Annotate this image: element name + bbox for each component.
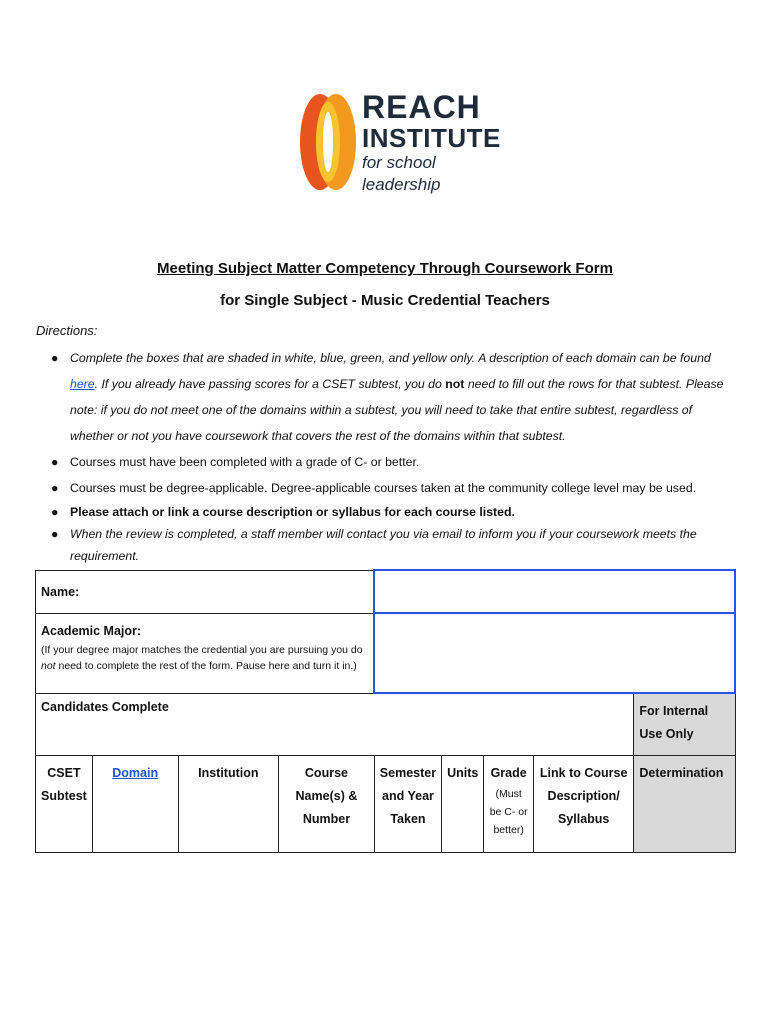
major-label: Academic Major: — [41, 623, 142, 638]
candidates-complete-cell — [36, 693, 634, 755]
flame-logo-icon — [298, 90, 360, 198]
internal-use-label: For Internal Use Only — [639, 704, 709, 741]
direction-item: ● Complete the boxes that are shaded in white, blue, green, and yellow only. A description of each domain can be found here. If you already have passing scores for a CSET subtest, you do not need to fill out the rows for that subtest. Please note: if you do not meet one of the domains within a subtest, you will need to take that entire subtest, regardless of whether or not you have coursework that covers the rest of the domains within that subtest. — [36, 345, 736, 449]
major-note: (If your degree major matches the credential you are pursuing you do not need to complete the rest of the form. Pause here and turn it in.) — [41, 643, 363, 672]
form-subtitle: for Single Subject - Music Credential Teachers — [220, 292, 550, 309]
col-semester: Semester and Year Taken — [374, 755, 441, 852]
domain-description-link[interactable]: here — [70, 377, 95, 391]
col-course-name: Course Name(s) & Number — [279, 755, 375, 852]
directions-label: Directions: — [36, 323, 98, 338]
bullet-icon: ● — [51, 505, 59, 519]
col-units: Units — [442, 755, 484, 852]
col-grade: Grade (Must be C- or better) — [484, 755, 534, 852]
bullet-icon: ● — [51, 455, 59, 469]
col-cset-subtest: CSET Subtest — [36, 755, 93, 852]
grade-note: (Must be C- or better) — [489, 787, 528, 836]
bullet-icon: ● — [51, 351, 59, 365]
major-label-cell — [36, 613, 375, 693]
direction-item: ● Please attach or link a course description or syllabus for each course listed. — [36, 501, 736, 523]
name-label-cell — [36, 570, 375, 613]
major-input-cell[interactable] — [374, 613, 735, 693]
bullet-icon: ● — [51, 481, 59, 495]
directions-list — [36, 345, 736, 567]
domain-link[interactable]: Domain — [112, 765, 159, 780]
direction-item: ● Courses must be degree-applicable. Degree-applicable courses taken at the community college level may be used. — [36, 475, 736, 501]
bullet-icon: ● — [51, 527, 59, 541]
direction-item: ● Courses must have been completed with a grade of C- or better. — [36, 449, 736, 475]
logo-text-reach: REACH — [362, 89, 481, 125]
name-input-cell[interactable] — [374, 570, 735, 613]
col-institution: Institution — [178, 755, 279, 852]
logo-tagline: for school leadership — [362, 153, 441, 194]
coursework-form-table — [35, 569, 736, 853]
col-determination: Determination — [634, 755, 735, 852]
candidates-complete-label: Candidates Complete — [41, 700, 169, 714]
logo-text-institute: INSTITUTE — [362, 123, 501, 153]
name-label: Name: — [41, 584, 80, 599]
col-domain — [92, 755, 178, 852]
form-title: Meeting Subject Matter Competency Through Coursework Form — [157, 260, 613, 277]
internal-use-cell — [634, 693, 735, 755]
col-course-link: Link to Course Description/ Syllabus — [533, 755, 633, 852]
reach-institute-logo — [298, 89, 501, 198]
direction-item: ● When the review is completed, a staff member will contact you via email to inform you if your coursework meets the requirement. — [36, 523, 736, 567]
